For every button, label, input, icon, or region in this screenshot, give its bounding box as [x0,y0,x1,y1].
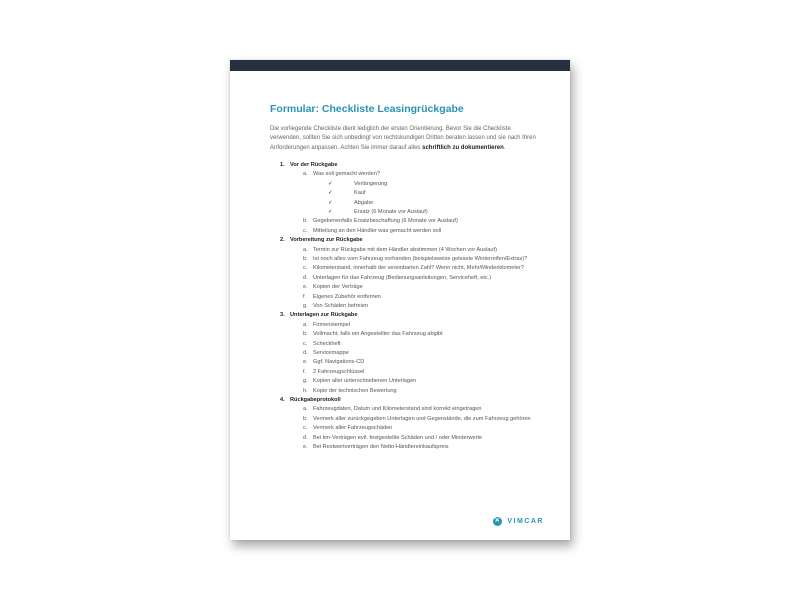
checklist-option [270,208,540,217]
document-content [230,103,570,452]
item-marker: e. [303,284,308,291]
section-heading [270,236,540,245]
item-marker: b. [303,255,308,262]
item-text: Bei km-Verträgen evtl. festgestellte Schäden und / oder Minderwerte [313,434,483,441]
section-number: 1. [280,161,285,168]
checklist-item [270,434,540,443]
checklist-item [270,274,540,283]
checklist-item [270,293,540,302]
section-number: 4. [280,397,285,404]
section-number: 3. [280,312,285,319]
section [270,311,540,396]
checklist-item [270,330,540,339]
item-text: Kopie der technischen Bewertung [313,387,397,394]
item-marker: e. [303,444,308,451]
intro-text: Die vorliegende Checkliste dient lediglich der ersten Orientierung. Bevor Sie die Checkliste verwenden, sollten Sie sich unbedingt von rechtskundigen Dritten beraten lassen und sie nach Ihren Anforderungen anpassen. Achten Sie immer darauf alles [270,126,536,151]
checklist-item [270,227,540,236]
item-marker: g. [303,302,308,309]
vimcar-logo-text: VIMCAR [507,518,544,525]
option-text: Ersatz (6 Monate vor Auslauf) [354,208,428,215]
item-marker: b. [303,331,308,338]
section-number: 2. [280,237,285,244]
item-text: Mitteilung an den Händler was gemacht werden soll [313,227,442,234]
item-text: Fahrzeugdaten, Datum und Kilometerstand sind korrekt eingetragen [313,406,482,413]
item-text: Termin zur Rückgabe mit dem Händler abstimmen (4 Wochen vor Auslauf) [313,246,497,253]
item-text: Eigenes Zubehör entfernen [313,293,381,300]
item-marker: a. [303,406,308,413]
intro-end: . [503,144,506,151]
section-title: Unterlagen zur Rückgabe [290,312,358,319]
checklist-item [270,321,540,330]
item-marker: d. [303,434,308,441]
item-marker: b. [303,415,308,422]
checklist-item [270,387,540,396]
checkmark-icon: ✓ [328,180,333,187]
checklist-item [270,255,540,264]
section-heading [270,396,540,405]
item-text: Servicemappe [313,350,349,357]
section-title: Vorbereitung zur Rückgabe [290,237,363,244]
checklist-item [270,377,540,386]
checklist-item [270,217,540,226]
item-text: 2 Fahrzeugschlüssel [313,368,365,375]
section-title: Rückgabeprotokoll [290,397,341,404]
item-marker: c. [303,425,308,432]
checklist-item [270,283,540,292]
item-marker: c. [303,265,308,272]
section-title: Vor der Rückgabe [290,161,338,168]
section [270,236,540,311]
item-text: Kopien aller unterschriebenen Unterlagen [313,378,417,385]
section-heading [270,161,540,170]
item-marker: a. [303,321,308,328]
header-bar [230,60,570,71]
checklist-item [270,340,540,349]
checklist-option [270,180,540,189]
item-marker: c. [303,227,308,234]
document-title: Formular: Checkliste Leasingrückgabe [270,103,464,115]
item-text: Vollmacht, falls ein Angestellter das Fahrzeug abgibt [313,331,443,338]
checkmark-icon: ✓ [328,199,333,206]
item-text: Vermerk aller Fahrzeugschäden [313,425,393,432]
item-text: Kopien der Verträge [313,284,363,291]
checklist-item [270,415,540,424]
vimcar-logo-icon: ✕ [494,518,502,524]
checklist-item [270,358,540,367]
item-marker: c. [303,340,308,347]
checklist-item [270,368,540,377]
vimcar-logo [493,517,544,526]
item-text: Gegebenenfalls Ersatzbeschaffung (6 Monate vor Auslauf) [313,218,458,225]
section-heading [270,311,540,320]
item-marker: f. [303,368,307,375]
item-text: Ggf. Navigations-CD [313,359,365,366]
checklist-item [270,405,540,414]
item-marker: a. [303,171,308,178]
item-marker: g. [303,378,308,385]
checkmark-icon: ✓ [328,190,333,197]
item-text: Kilometerstand, innerhalb der vereinbarten Zahl? Wenn nicht, Mehr/Minderkilometer? [313,265,525,272]
option-text: Kauf [354,190,366,197]
checklist-item [270,302,540,311]
document-page [230,60,570,540]
option-text: Abgabe [354,199,374,206]
checklist-item [270,349,540,358]
item-text: Von Schäden befreien [313,302,369,309]
item-text: Bei Restwertverträgen den Netto-Händlereinkaufspreis [313,444,449,451]
checklist-item [270,170,540,179]
checklist-option [270,189,540,198]
option-text: Verlängerung [354,180,388,187]
checklist-item [270,443,540,452]
section [270,161,540,236]
checklist-option [270,199,540,208]
checklist-item [270,424,540,433]
intro-bold-text: schriftlich zu dokumentieren [422,144,504,151]
intro-paragraph [270,125,540,153]
item-text: Was soll gemacht werden? [313,171,380,178]
item-text: Vermerk aller zurückgegeben Unterlagen und Gegenstände, die zum Fahrzeug gehören [313,415,531,422]
item-text: Firmenstempel [313,321,350,328]
item-marker: d. [303,350,308,357]
item-marker: f. [303,293,307,300]
item-marker: b. [303,218,308,225]
checklist-item [270,246,540,255]
checklist-sections [270,161,540,453]
checkmark-icon: ✓ [328,208,333,215]
item-marker: d. [303,274,308,281]
checklist-item [270,264,540,273]
section [270,396,540,452]
item-marker: h. [303,387,308,394]
item-text: Unterlagen für das Fahrzeug (Bedienungsanleitungen, Serviceheft, etc.) [313,274,492,281]
item-marker: e. [303,359,308,366]
item-marker: a. [303,246,308,253]
item-text: Ist noch alles vom Fahrzeug vorhanden (beispielsweise geleaste Winterreifen/Extras)? [313,255,528,262]
item-text: Scheckheft [313,340,341,347]
